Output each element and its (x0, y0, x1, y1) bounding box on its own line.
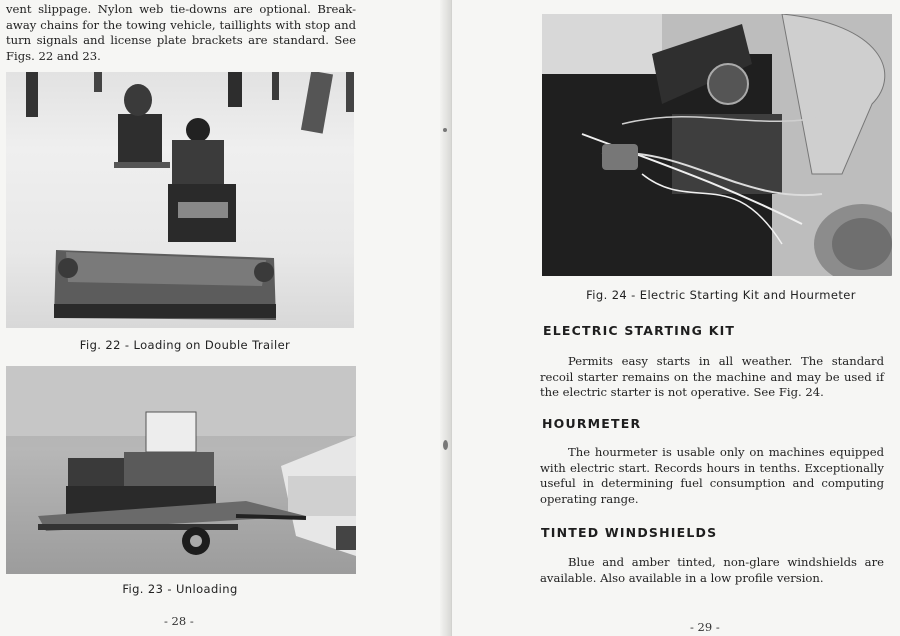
section-heading-electric-starting-kit: ELECTRIC STARTING KIT (543, 323, 736, 338)
snow-trailer-image (6, 72, 354, 328)
figure-22-caption: Fig. 22 - Loading on Double Trailer (79, 338, 291, 352)
figure-22-photo (6, 72, 354, 328)
section-text-electric-starting-kit: Permits easy starts in all weather. The standard recoil starter remains on the machine and may be used if the electric starter is not operative. See Fig. 24. (540, 354, 884, 399)
page-number-left: - 28 - (164, 614, 194, 628)
engine-bay-image (542, 14, 892, 276)
figure-24-photo (542, 14, 892, 276)
section-text-tinted-windshields: Blue and amber tinted, non-glare windshields are available. Also available in a low profile version. (540, 555, 884, 585)
section-text-hourmeter: The hourmeter is usable only on machines equipped with electric start. Records hours in tenths. Exceptionally useful in determining fuel consumption and computing operating range. (540, 445, 884, 506)
unloading-image (6, 366, 356, 574)
figure-24-caption: Fig. 24 - Electric Starting Kit and Hourmeter (586, 288, 856, 302)
intro-paragraph: vent slippage. Nylon web tie-downs are optional. Break-away chains for the towing vehicle, taillights with stop and turn signals and license plate brackets are standard. See Figs. 22 and 23. (6, 2, 356, 63)
figure-23-photo (6, 366, 356, 574)
gutter-mark (443, 128, 447, 132)
page-number-right: - 29 - (690, 620, 720, 634)
section-heading-hourmeter: HOURMETER (542, 416, 642, 431)
gutter-mark (443, 440, 448, 450)
section-heading-tinted-windshields: TINTED WINDSHIELDS (541, 525, 718, 540)
figure-23-caption: Fig. 23 - Unloading (122, 582, 238, 596)
